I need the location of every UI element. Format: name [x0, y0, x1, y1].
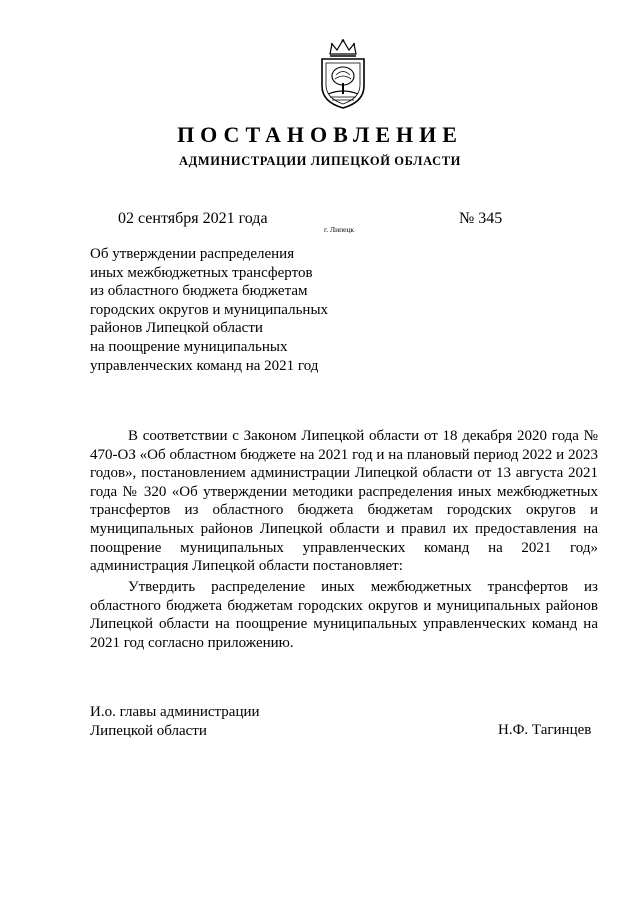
- subject-line: на поощрение муниципальных: [90, 338, 288, 355]
- subject-line: районов Липецкой области: [90, 320, 263, 337]
- body-paragraph-resolution: Утвердить распределение иных межбюджетных трансфертов из областного бюджета бюджетам городских округов и муниципальных районов Липецкой области на поощрение муниципальных управленческих команд на 2021 год согласно приложению.: [90, 579, 598, 651]
- document-title: ПОСТАНОВЛЕНИЕ: [177, 122, 463, 147]
- subject-line: иных межбюджетных трансфертов: [90, 264, 313, 281]
- document-subject: [90, 245, 360, 375]
- document-issuer: АДМИНИСТРАЦИИ ЛИПЕЦКОЙ ОБЛАСТИ: [179, 154, 461, 168]
- signatory-position-line: И.о. главы администрации: [90, 704, 260, 720]
- signatory-position: [90, 703, 260, 740]
- signatory-name: Н.Ф. Тагинцев: [498, 722, 592, 738]
- subject-line: из областного бюджета бюджетам: [90, 283, 308, 300]
- body-paragraph-preamble: В соответствии с Законом Липецкой области от 18 декабря 2020 года № 470-ОЗ «Об областном бюджете на 2021 год и на плановый период 2022 и 2023 годов», постановлением администрации Липецкой области от 13 августа 2021 года № 320 «Об утверждении методики распределения иных межбюджетных трансфертов из областного бюджета бюджетам городских округов и муниципальных районов Липецкой области и правил их предоставления на поощрение муниципальных управленческих команд на 2021 год» администрация Липецкой области постановляет:: [90, 428, 598, 575]
- subject-line: управленческих команд на 2021 год: [90, 357, 319, 374]
- subject-line: Об утверждении распределения: [90, 246, 295, 262]
- document-place: г. Липецк: [324, 225, 355, 234]
- document-number: № 345: [459, 210, 503, 227]
- subject-line: городских округов и муниципальных: [90, 301, 329, 318]
- coat-of-arms-icon: [312, 38, 374, 110]
- signatory-position-line: Липецкой области: [90, 722, 207, 739]
- document-date: 02 сентября 2021 года: [118, 210, 268, 227]
